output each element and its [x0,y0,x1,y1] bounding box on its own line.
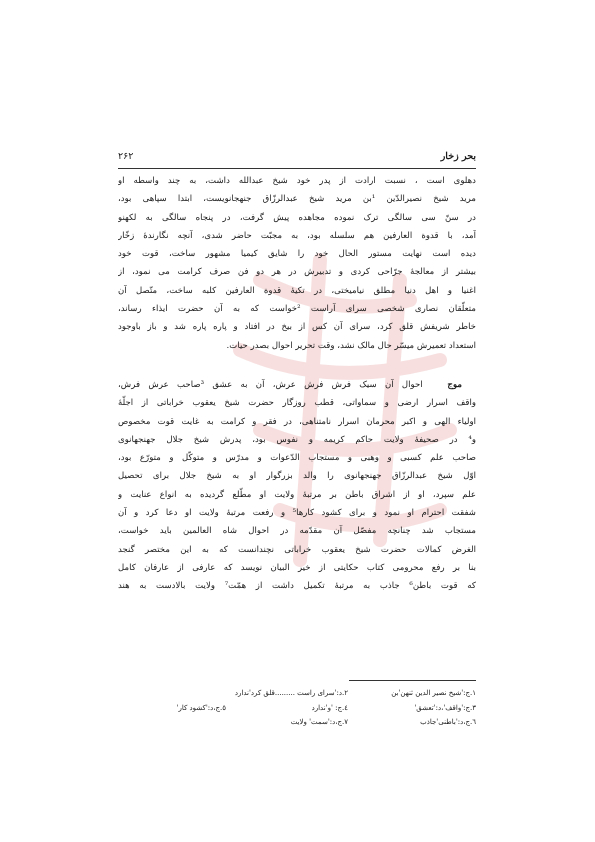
text-line: مستجاب شد چنانچه مفصّل آن مقدّمه در احوال شاه العالمین باید خواست، [118,526,476,537]
footnote-rule [349,680,476,681]
paragraph-1 [118,172,476,355]
text-line: دیده است نهایت مستور الحال خود را شایق کیمیا مشهور ساخت، قوت خود [118,249,476,260]
footnote: ٤.ج: 'و'ندارد [311,703,348,712]
text-line: علم سپرد، او از اشراق باطن بر مرتبهٔ ولایت او مطّلع گردیده به انواع عنایت و [118,489,476,500]
text-line: اوّل شیخ عبدالرزّاق جهنجهانوی را والد بزرگوار او به شیخ جلال برای تحصیل [118,471,476,482]
page-number: ۲۶۲ [118,151,134,162]
footnote: ۱.ج:'شیخ نصیر الدین ثنهن'بن [391,689,476,697]
text-line [118,376,476,394]
footnote: ٥.ج،د:'کشود کار' [176,703,226,712]
text-line: که قوت باطن⁶ جاذب به مرتبهٔ تکمیل داشت از همّت⁷ ولایت بالادست به هند [118,581,476,592]
text-line: واقف اسرار ارضی و سماواتی، قطب روزگار حضرت شیخ یعقوب خراباتی از اجلّهٔ [118,398,476,409]
text-line: در سنّ سی سالگی ترک نموده مجاهده پیش گرفت، در پنجاه سالگی به لکهنو [118,212,476,223]
header-rule [118,168,476,169]
footnote: ۷.ج،د:'سمت' ولایت [290,718,348,726]
footnote-row [118,686,476,701]
text-line: شفقت احترام او نمود و برای کشود کارها⁵ و رفعت مرتبهٔ ولایت او دعا کرد و آن [118,508,476,519]
text-line: متعلّقان نصاری شخصی سرای آراست ²خواست که به آن حضرت ایذاء رساند، [118,304,476,315]
text-line: آمد، با قدوة العارفین هم سلسله بود، به مجبّت حاضر شدی، آنچه نگارندهٔ زخّار [118,230,476,241]
footnote: ٦.ج،د:'باطنی'جاذب [420,718,476,726]
footnote-row [118,715,476,730]
text-line: اولیاء الهی و اکبر محرمان اسرار نامتناهی، در فقر و کرامت به غایت قوت مخصوص [118,416,476,427]
text-line: خاطر شریفش قلق کرد، سرای آن کس از بیخ در افتاد و پاره پاره شد و باز باوجود [118,322,476,333]
footnote-row [118,701,476,716]
text-line: بنا بر رفع محرومی کتاب حکایتی از خیر البیان نویسد که عارفی از عارفان کامل [118,562,476,573]
paragraph-2 [118,376,476,596]
text-line: مرید شیخ نصیرالدّین ¹بن مرید شیخ عبدالرزّاق جنهجانویست، ابتدا سپاهی بود، [118,194,476,205]
running-header [118,151,476,167]
text-line: بیشتر از معالجهٔ جرّاحی کردی و تدبیرش در هر دو فن صرف کرامت می نمود، از [118,267,476,278]
footnotes [118,686,476,730]
text-line: استعداد تعمیرش میسّر حال مالک نشد، وقت تحریر احوال بصدر حیات. [226,340,476,351]
footnote: ۲.د:'سرای راست .........قلق کرد'ندارد [234,689,348,697]
text-line: دهلوی است ، نسبت ارادت از پدر خود شیخ عبدالله داشت، به چند واسطه او [118,176,476,186]
section-lead: موج [447,380,462,390]
text-line: اغنیا و اهل دنیا مطلق نیامیختی، در تکیهٔ قدوة العارفین کلبه ساخت، متّصل آن [118,285,476,296]
running-title: بحر زخار [440,151,476,162]
text-line: الغرض کمالات حضرت شیخ یعقوب خراباتی نچندانست که به این مختصر گنجد [118,544,476,555]
footnote: ۳.ج:'واقف'،د:'تعشق' [414,703,476,712]
lead-line-text: احوال آن سیک فرش فرش عرش، آن به عشق ³صاحب عرش فرش، [118,380,423,390]
text-line: و⁴ در صحیفهٔ ولایت حاکم کریمه و نفوس بود، پدرش شیخ جلال جهنجهانوی [118,434,476,445]
text-line: صاحب علم کسبی و وهبی و مستجاب الدّعوات و مدرّس و متوکّل و متورّع بود، [118,453,476,464]
